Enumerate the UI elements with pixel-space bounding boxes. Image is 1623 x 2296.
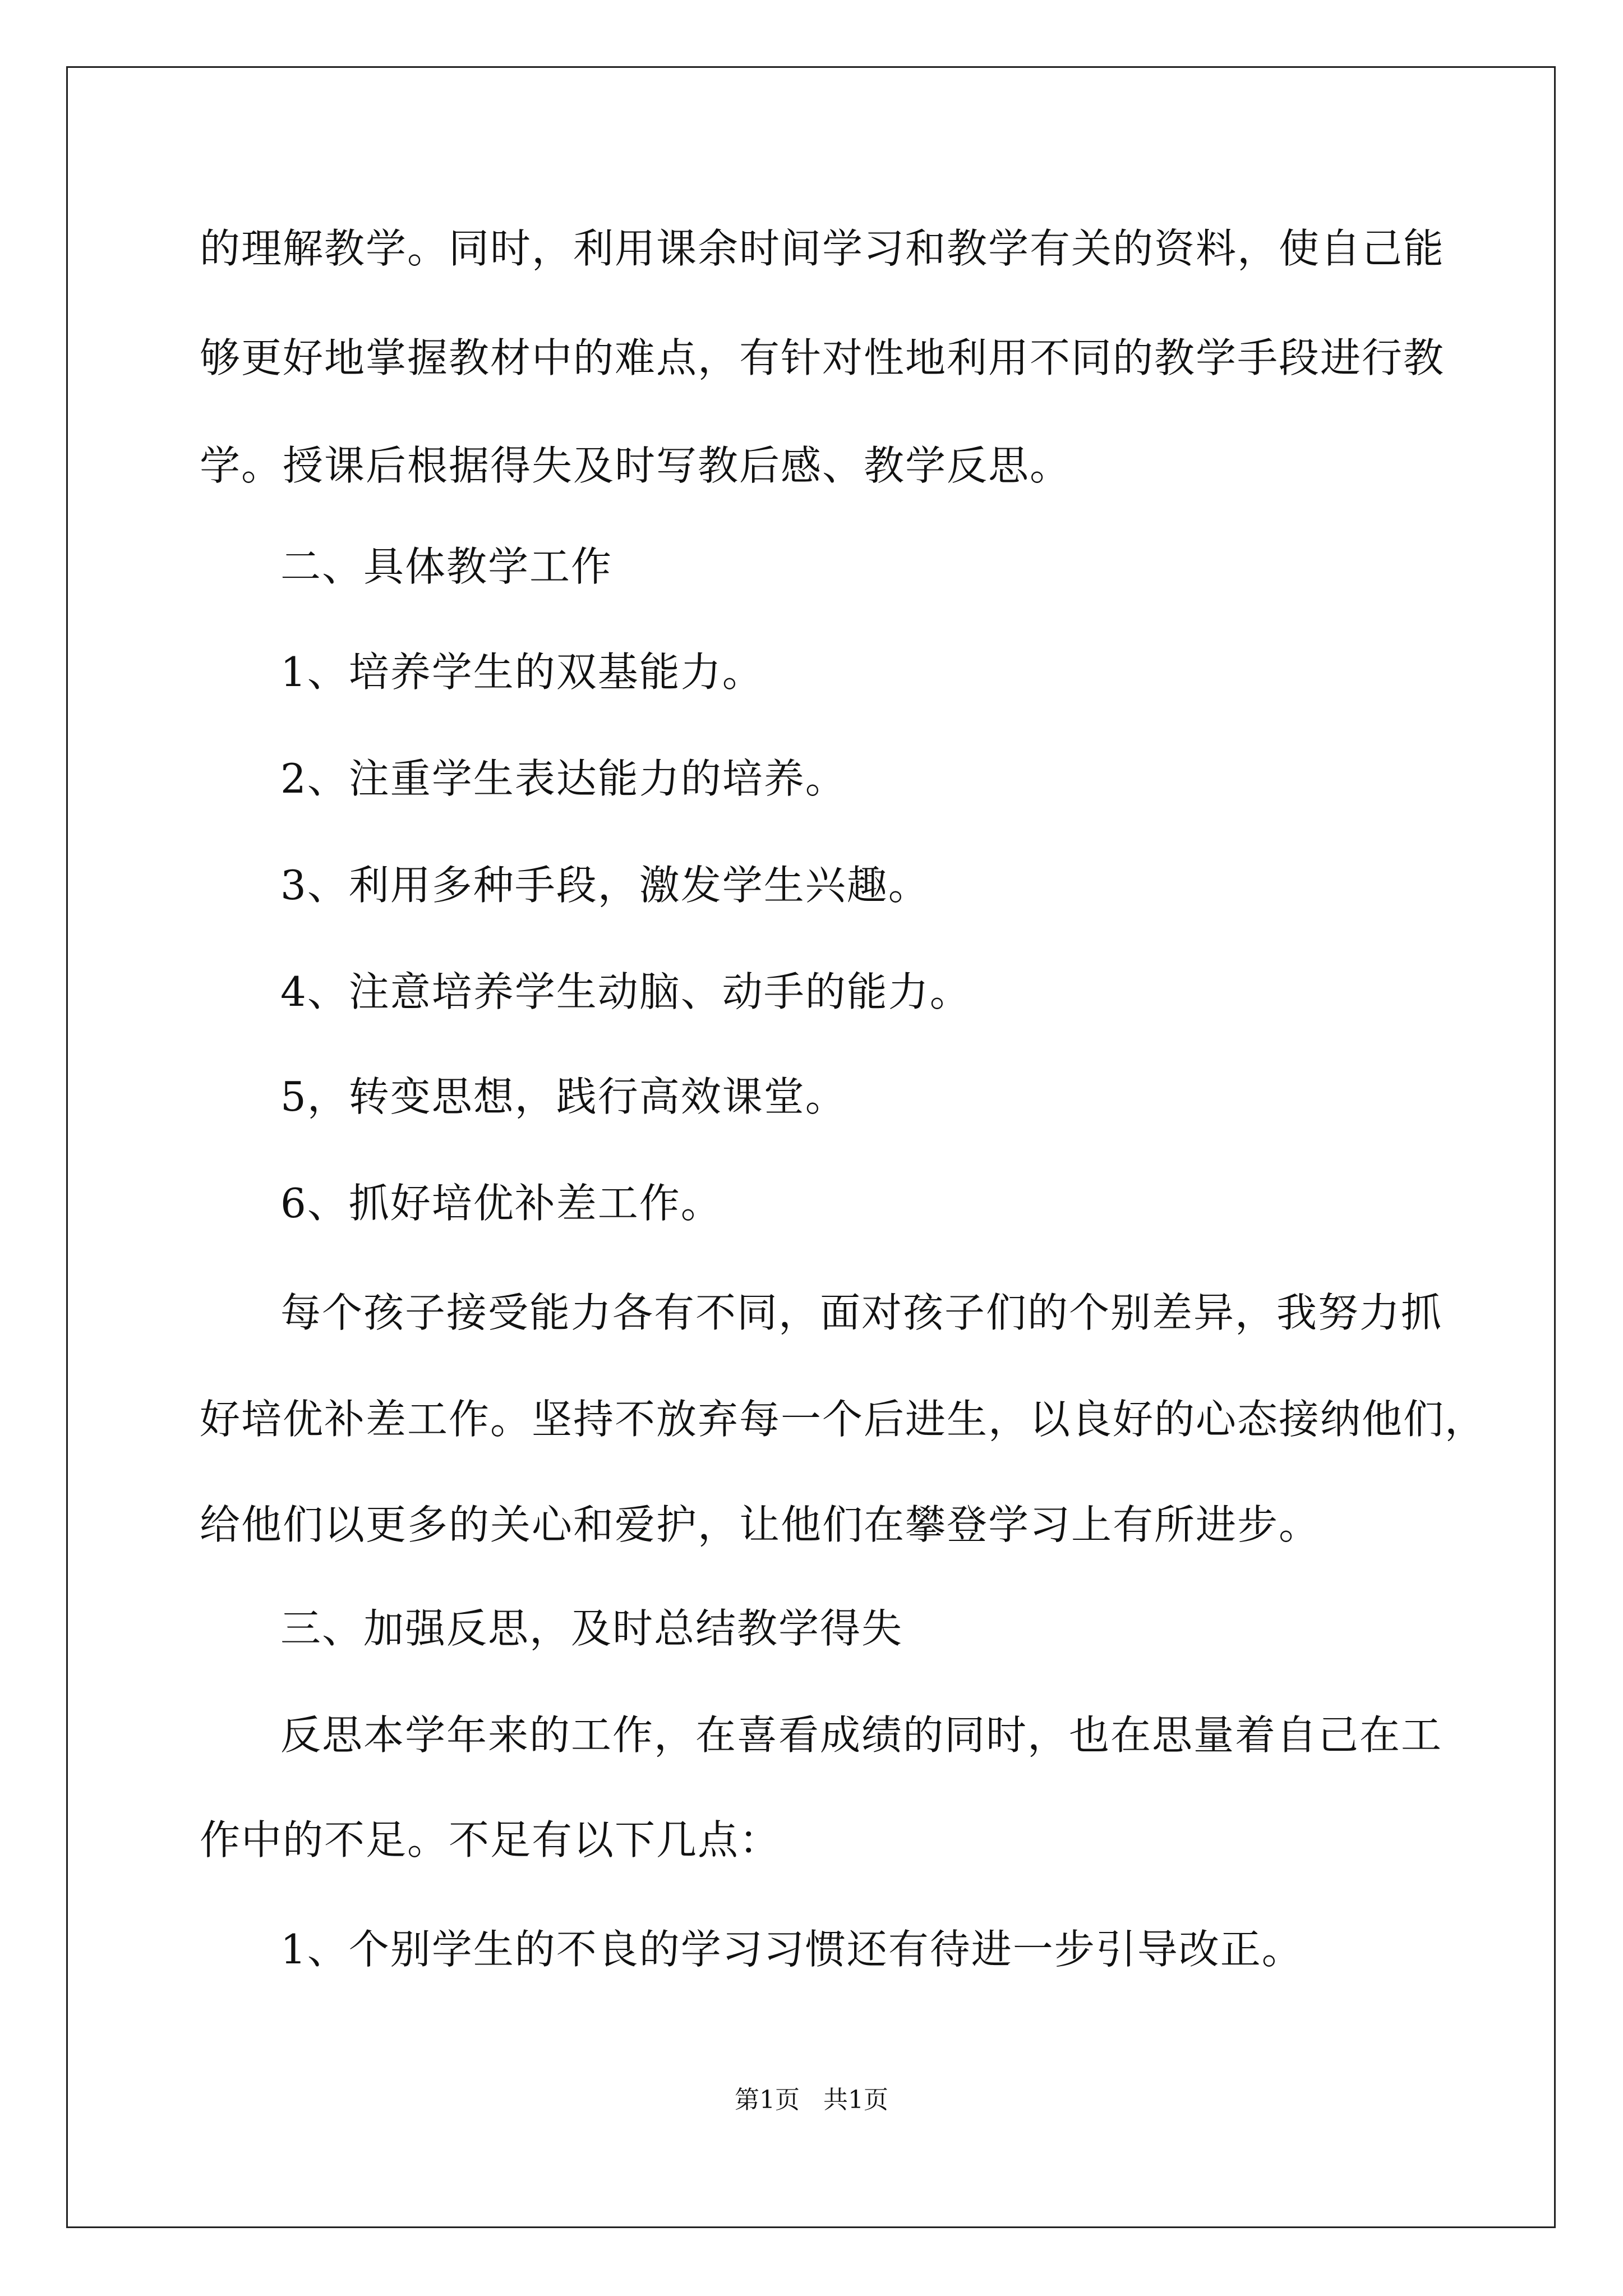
list-item: 5，转变思想，践行高效课堂。	[280, 1073, 847, 1120]
list-item: 1、个别学生的不良的学习习惯还有待进一步引导改正。	[280, 1926, 1303, 1973]
page-footer	[0, 2083, 1623, 2117]
paragraph-line: 好培优补差工作。坚持不放弃每一个后进生，以良好的心态接纳他们，	[200, 1396, 1487, 1443]
page-number: 第1页	[735, 2086, 800, 2114]
list-item: 2、注重学生表达能力的培养。	[280, 755, 847, 802]
list-item: 3、利用多种手段，激发学生兴趣。	[280, 862, 930, 909]
paragraph-line: 够更好地掌握教材中的难点，有针对性地利用不同的教学手段进行教	[200, 334, 1445, 381]
list-item: 4、注意培养学生动脑、动手的能力。	[280, 968, 971, 1015]
page-border	[66, 66, 1556, 2228]
paragraph-line: 学。授课后根据得失及时写教后感、教学反思。	[200, 442, 1072, 489]
section-heading: 三、加强反思，及时总结教学得失	[280, 1605, 903, 1652]
list-item: 6、抓好培优补差工作。	[280, 1180, 722, 1227]
paragraph-line: 每个孩子接受能力各有不同，面对孩子们的个别差异，我努力抓	[280, 1289, 1443, 1336]
paragraph-line: 的理解教学。同时，利用课余时间学习和教学有关的资料，使自己能	[200, 225, 1445, 272]
paragraph-line: 给他们以更多的关心和爱护，让他们在攀登学习上有所进步。	[200, 1501, 1321, 1548]
paragraph-line: 反思本学年来的工作，在喜看成绩的同时，也在思量着自己在工	[280, 1711, 1443, 1759]
list-item: 1、培养学生的双基能力。	[280, 648, 764, 696]
section-heading: 二、具体教学工作	[280, 543, 613, 590]
paragraph-line: 作中的不足。不足有以下几点：	[200, 1816, 781, 1864]
page-total: 共1页	[823, 2086, 888, 2114]
